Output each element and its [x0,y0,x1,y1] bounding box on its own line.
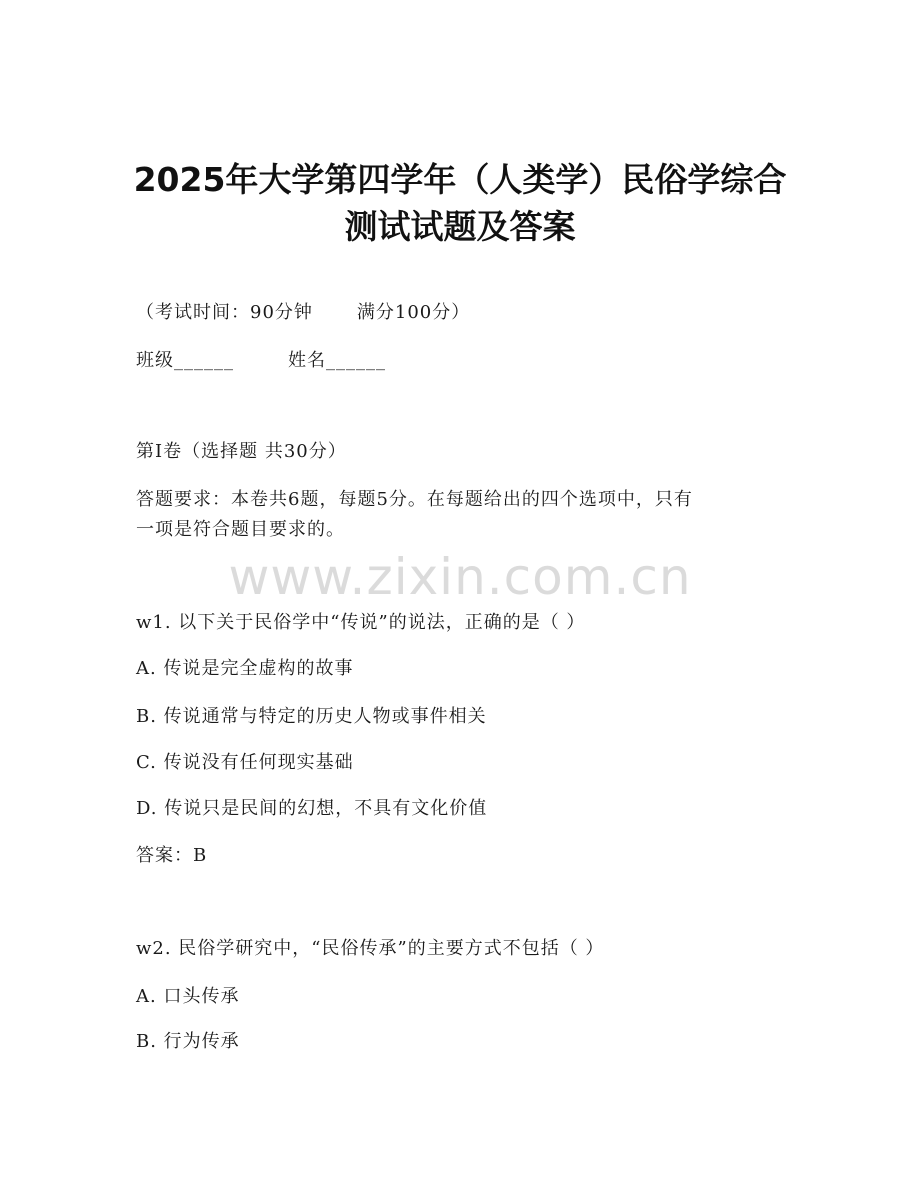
full-score: 满分100分） [356,302,471,323]
name-field: 姓名______ [288,350,386,371]
question-2-option-b: B. 行为传承 [136,1031,240,1052]
document-title-line-1: 2025年大学第四学年（人类学）民俗学综合 [133,160,787,199]
instructions-line-1: 答题要求：本卷共6题，每题5分。在每题给出的四个选项中，只有 [136,489,693,510]
section-title: 第I卷（选择题 共30分） [136,441,347,462]
question-1-answer: 答案：B [136,845,208,866]
question-1-option-b: B. 传说通常与特定的历史人物或事件相关 [136,706,487,727]
document-title-line-2: 测试试题及答案 [344,207,576,246]
watermark: www.zixin.com.cn [228,548,692,606]
student-fields [136,348,386,374]
class-field: 班级______ [136,350,234,371]
instructions-line-2: 一项是符合题目要求的。 [136,519,345,540]
question-1-stem: w1. 以下关于民俗学中“传说”的说法，正确的是（ ） [136,612,586,633]
question-1-option-a: A. 传说是完全虚构的故事 [136,658,354,679]
question-1-option-d: D. 传说只是民间的幻想，不具有文化价值 [136,798,488,819]
question-2-stem: w2. 民俗学研究中，“民俗传承”的主要方式不包括（ ） [136,938,605,959]
exam-info [136,300,470,326]
exam-time: （考试时间：90分钟 [136,302,313,323]
question-1-option-c: C. 传说没有任何现实基础 [136,752,354,773]
question-2-option-a: A. 口头传承 [136,986,240,1007]
